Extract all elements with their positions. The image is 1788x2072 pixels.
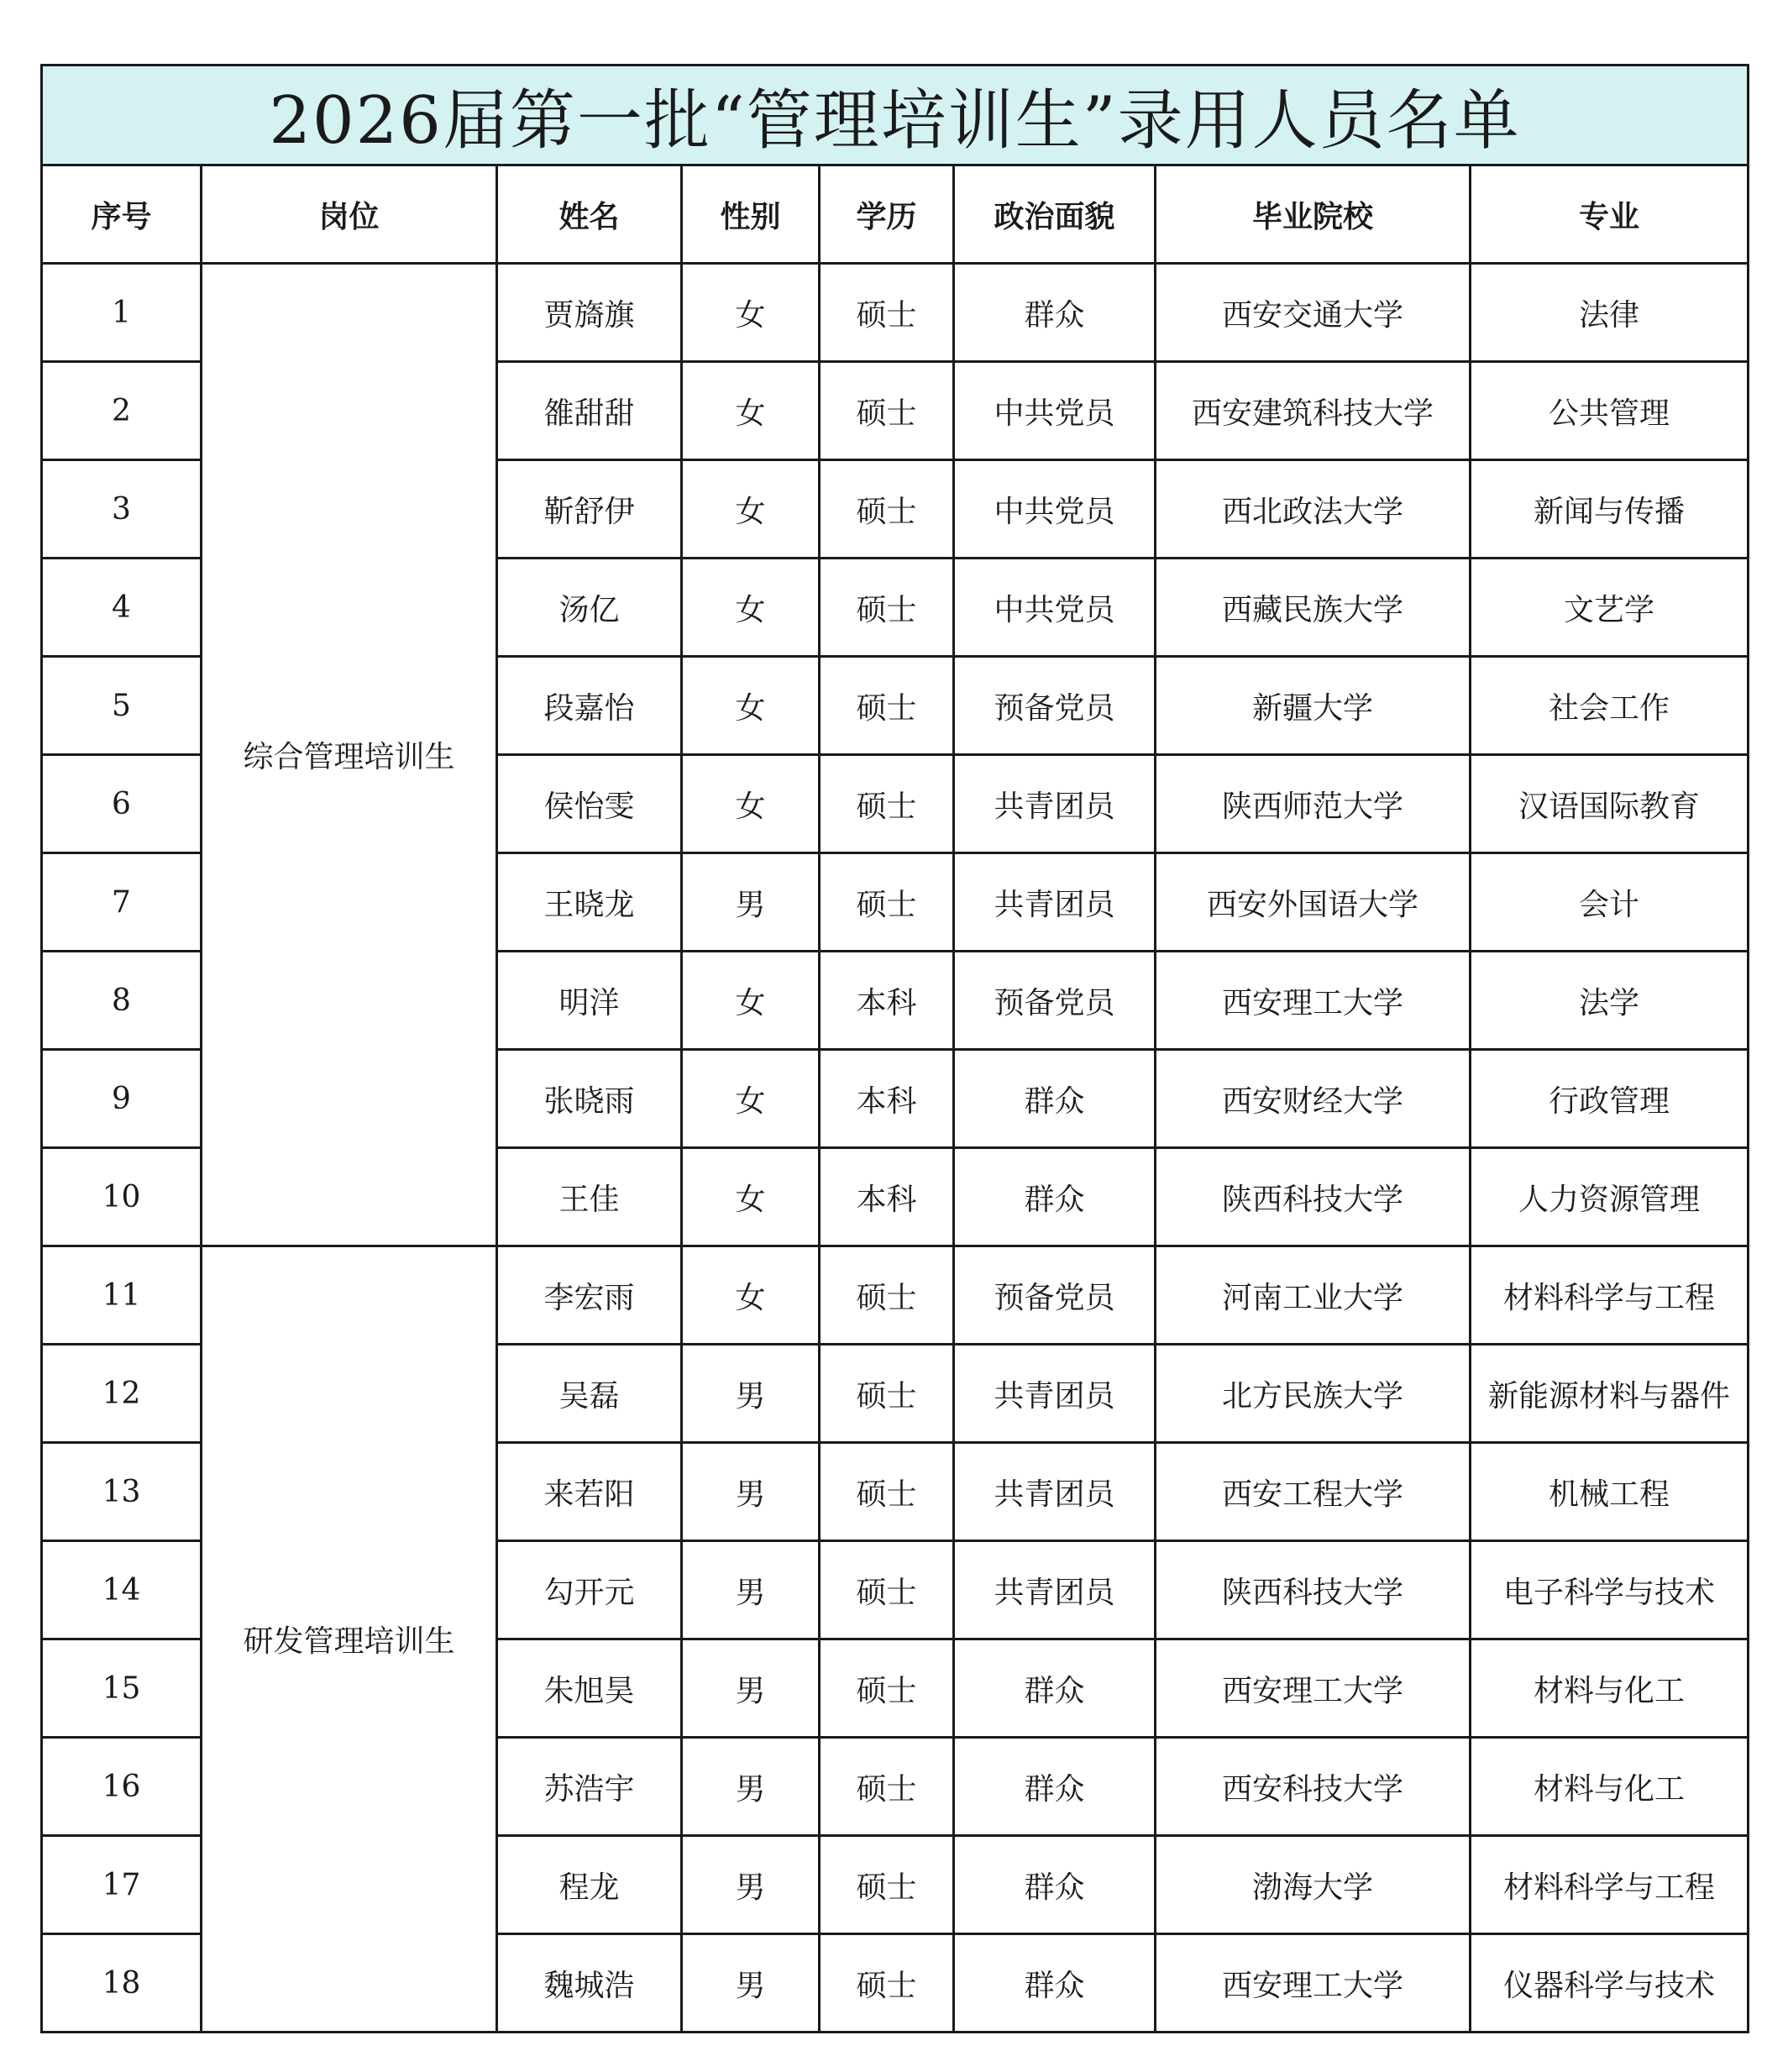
cell-gender: 女 (682, 952, 820, 1050)
cell-politics: 中共党员 (954, 559, 1156, 657)
cell-politics: 共青团员 (954, 1345, 1156, 1443)
cell-major: 材料科学与工程 (1471, 1836, 1749, 1934)
cell-no: 3 (42, 460, 202, 559)
cell-politics: 中共党员 (954, 362, 1156, 460)
cell-politics: 共青团员 (954, 853, 1156, 952)
cell-major: 机械工程 (1471, 1443, 1749, 1541)
cell-name: 李宏雨 (497, 1246, 682, 1345)
cell-no: 17 (42, 1836, 202, 1934)
cell-no: 2 (42, 362, 202, 460)
cell-major: 仪器科学与技术 (1471, 1934, 1749, 2033)
hiring-list-table (40, 64, 1749, 2033)
cell-major: 材料与化工 (1471, 1639, 1749, 1738)
cell-politics: 群众 (954, 1738, 1156, 1836)
cell-gender: 女 (682, 559, 820, 657)
cell-degree: 硕士 (820, 1934, 954, 2033)
cell-name: 张晓雨 (497, 1050, 682, 1148)
cell-degree: 本科 (820, 1148, 954, 1246)
cell-gender: 男 (682, 1934, 820, 2033)
cell-school: 陕西师范大学 (1156, 755, 1471, 853)
header-gender: 性别 (682, 165, 820, 264)
cell-name: 靳舒伊 (497, 460, 682, 559)
cell-major: 电子科学与技术 (1471, 1541, 1749, 1639)
cell-no: 5 (42, 657, 202, 755)
cell-no: 7 (42, 853, 202, 952)
cell-politics: 群众 (954, 1148, 1156, 1246)
table-body (42, 264, 1749, 2033)
cell-major: 会计 (1471, 853, 1749, 952)
cell-politics: 预备党员 (954, 657, 1156, 755)
cell-degree: 硕士 (820, 1639, 954, 1738)
cell-school: 河南工业大学 (1156, 1246, 1471, 1345)
cell-school: 西安财经大学 (1156, 1050, 1471, 1148)
cell-position: 综合管理培训生 (202, 264, 497, 1246)
cell-school: 西安科技大学 (1156, 1738, 1471, 1836)
cell-degree: 硕士 (820, 1738, 954, 1836)
cell-name: 贾旖旗 (497, 264, 682, 362)
cell-major: 新能源材料与器件 (1471, 1345, 1749, 1443)
cell-gender: 女 (682, 362, 820, 460)
cell-school: 渤海大学 (1156, 1836, 1471, 1934)
cell-major: 社会工作 (1471, 657, 1749, 755)
header-name: 姓名 (497, 165, 682, 264)
cell-no: 1 (42, 264, 202, 362)
cell-no: 8 (42, 952, 202, 1050)
cell-school: 新疆大学 (1156, 657, 1471, 755)
cell-gender: 女 (682, 1148, 820, 1246)
cell-no: 12 (42, 1345, 202, 1443)
cell-politics: 预备党员 (954, 1246, 1156, 1345)
cell-gender: 女 (682, 1050, 820, 1148)
cell-major: 法学 (1471, 952, 1749, 1050)
table-row (42, 1246, 1749, 1345)
cell-no: 13 (42, 1443, 202, 1541)
cell-name: 吴磊 (497, 1345, 682, 1443)
cell-gender: 女 (682, 264, 820, 362)
cell-school: 陕西科技大学 (1156, 1148, 1471, 1246)
cell-degree: 硕士 (820, 853, 954, 952)
cell-position: 研发管理培训生 (202, 1246, 497, 2033)
cell-degree: 硕士 (820, 1836, 954, 1934)
cell-major: 材料科学与工程 (1471, 1246, 1749, 1345)
cell-politics: 共青团员 (954, 1443, 1156, 1541)
cell-gender: 男 (682, 1345, 820, 1443)
cell-degree: 硕士 (820, 264, 954, 362)
table-title: 2026届第一批“管理培训生”录用人员名单 (42, 66, 1749, 165)
cell-school: 西安工程大学 (1156, 1443, 1471, 1541)
cell-politics: 群众 (954, 1639, 1156, 1738)
header-degree: 学历 (820, 165, 954, 264)
table-row (42, 264, 1749, 362)
cell-politics: 群众 (954, 1050, 1156, 1148)
cell-major: 公共管理 (1471, 362, 1749, 460)
header-no: 序号 (42, 165, 202, 264)
cell-no: 4 (42, 559, 202, 657)
cell-school: 北方民族大学 (1156, 1345, 1471, 1443)
cell-degree: 硕士 (820, 657, 954, 755)
cell-politics: 中共党员 (954, 460, 1156, 559)
cell-politics: 预备党员 (954, 952, 1156, 1050)
cell-name: 朱旭昊 (497, 1639, 682, 1738)
cell-degree: 本科 (820, 1050, 954, 1148)
cell-school: 西安理工大学 (1156, 1934, 1471, 2033)
cell-no: 14 (42, 1541, 202, 1639)
cell-politics: 群众 (954, 1934, 1156, 2033)
cell-degree: 硕士 (820, 1443, 954, 1541)
cell-gender: 男 (682, 1738, 820, 1836)
header-politics: 政治面貌 (954, 165, 1156, 264)
cell-degree: 本科 (820, 952, 954, 1050)
cell-name: 侯怡雯 (497, 755, 682, 853)
cell-gender: 女 (682, 460, 820, 559)
cell-major: 法律 (1471, 264, 1749, 362)
cell-no: 15 (42, 1639, 202, 1738)
cell-politics: 群众 (954, 264, 1156, 362)
cell-degree: 硕士 (820, 362, 954, 460)
cell-gender: 女 (682, 657, 820, 755)
cell-no: 10 (42, 1148, 202, 1246)
cell-name: 汤亿 (497, 559, 682, 657)
cell-name: 雒甜甜 (497, 362, 682, 460)
cell-name: 段嘉怡 (497, 657, 682, 755)
cell-name: 明洋 (497, 952, 682, 1050)
header-row (42, 165, 1749, 264)
cell-degree: 硕士 (820, 1541, 954, 1639)
cell-no: 11 (42, 1246, 202, 1345)
cell-name: 王佳 (497, 1148, 682, 1246)
cell-no: 16 (42, 1738, 202, 1836)
cell-school: 西安外国语大学 (1156, 853, 1471, 952)
cell-major: 汉语国际教育 (1471, 755, 1749, 853)
cell-major: 人力资源管理 (1471, 1148, 1749, 1246)
cell-politics: 共青团员 (954, 1541, 1156, 1639)
cell-name: 勾开元 (497, 1541, 682, 1639)
title-row (42, 66, 1749, 165)
cell-name: 魏城浩 (497, 1934, 682, 2033)
cell-school: 西安建筑科技大学 (1156, 362, 1471, 460)
cell-degree: 硕士 (820, 559, 954, 657)
cell-politics: 共青团员 (954, 755, 1156, 853)
cell-school: 西安理工大学 (1156, 952, 1471, 1050)
cell-school: 西北政法大学 (1156, 460, 1471, 559)
cell-school: 西藏民族大学 (1156, 559, 1471, 657)
cell-politics: 群众 (954, 1836, 1156, 1934)
cell-gender: 女 (682, 1246, 820, 1345)
cell-no: 18 (42, 1934, 202, 2033)
header-position: 岗位 (202, 165, 497, 264)
cell-school: 西安理工大学 (1156, 1639, 1471, 1738)
header-major: 专业 (1471, 165, 1749, 264)
cell-name: 王晓龙 (497, 853, 682, 952)
cell-name: 程龙 (497, 1836, 682, 1934)
cell-gender: 男 (682, 853, 820, 952)
cell-name: 苏浩宇 (497, 1738, 682, 1836)
cell-no: 9 (42, 1050, 202, 1148)
cell-degree: 硕士 (820, 460, 954, 559)
cell-school: 西安交通大学 (1156, 264, 1471, 362)
cell-major: 新闻与传播 (1471, 460, 1749, 559)
cell-school: 陕西科技大学 (1156, 1541, 1471, 1639)
cell-degree: 硕士 (820, 1246, 954, 1345)
cell-no: 6 (42, 755, 202, 853)
cell-gender: 男 (682, 1443, 820, 1541)
cell-gender: 男 (682, 1836, 820, 1934)
cell-degree: 硕士 (820, 755, 954, 853)
cell-major: 材料与化工 (1471, 1738, 1749, 1836)
cell-degree: 硕士 (820, 1345, 954, 1443)
cell-major: 文艺学 (1471, 559, 1749, 657)
cell-name: 来若阳 (497, 1443, 682, 1541)
cell-major: 行政管理 (1471, 1050, 1749, 1148)
cell-gender: 女 (682, 755, 820, 853)
cell-gender: 男 (682, 1639, 820, 1738)
cell-gender: 男 (682, 1541, 820, 1639)
header-school: 毕业院校 (1156, 165, 1471, 264)
